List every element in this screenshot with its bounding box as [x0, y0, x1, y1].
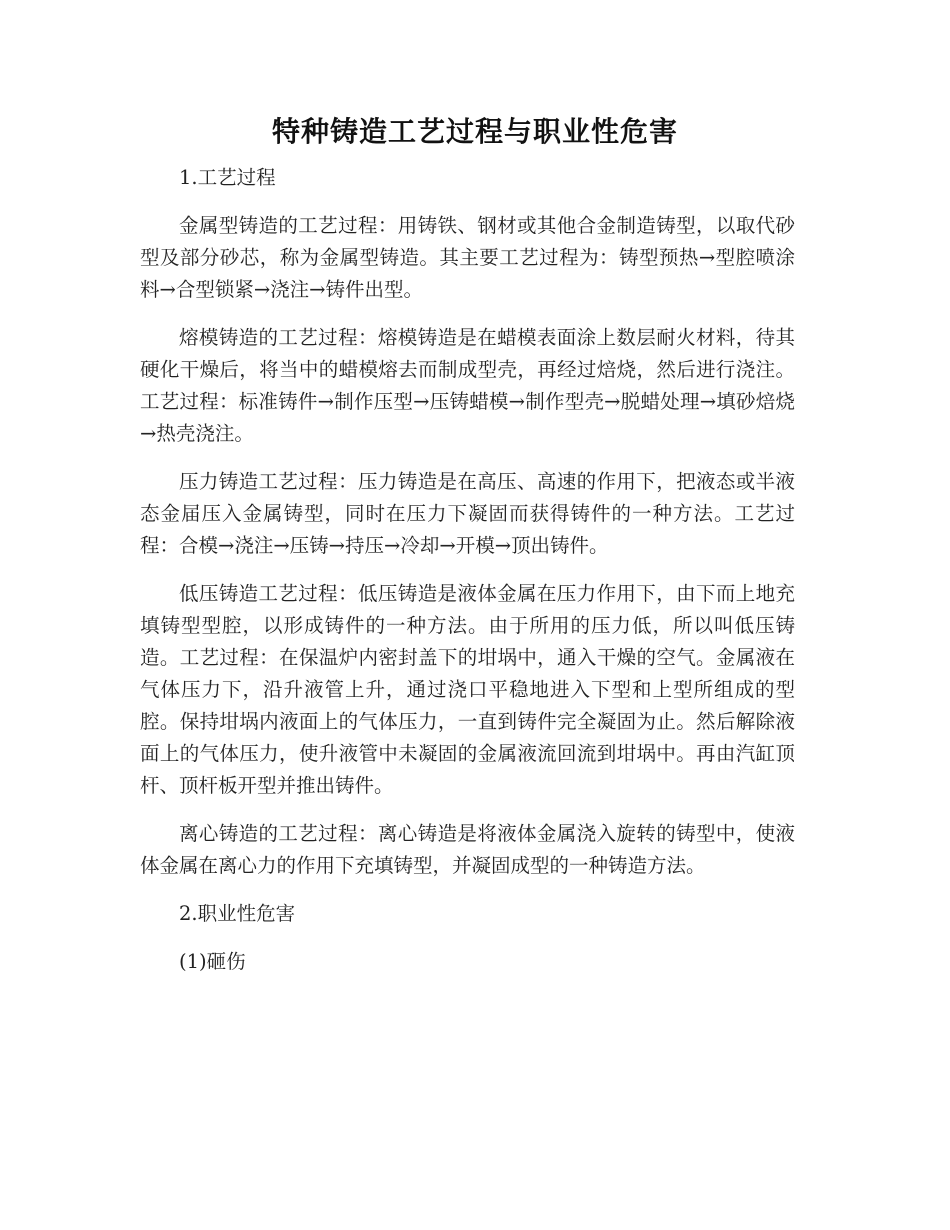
paragraph-die-casting: 压力铸造工艺过程：压力铸造是在高压、高速的作用下，把液态或半液态金届压入金属铸型，同时在压力下凝固而获得铸件的一种方法。工艺过程：合模→浇注→压铸→持压→冷却→开模→顶出铸件。	[140, 470, 795, 557]
paragraph-metal-mold-casting: 金属型铸造的工艺过程：用铸铁、钢材或其他合金制造铸型，以取代砂型及部分砂芯，称为金属型铸造。其主要工艺过程为：铸型预热→型腔喷涂料→合型锁紧→浇注→铸件出型。	[140, 214, 795, 301]
section-heading-process: 1.工艺过程	[179, 166, 276, 189]
paragraph-low-pressure-casting: 低压铸造工艺过程：低压铸造是液体金属在压力作用下，由下而上地充填铸型型腔，以形成铸件的一种方法。由于所用的压力低，所以叫低压铸造。工艺过程：在保温炉内密封盖下的坩埚中，通入干燥的空气。金属液在气体压力下，沿升液管上升，通过浇口平稳地进入下型和上型所组成的型腔。保持坩埚内液面上的气体压力，一直到铸件完全凝固为止。然后解除液面上的气体压力，使升液管中未凝固的金属液流回流到坩埚中。再由汽缸顶杆、顶杆板开型并推出铸件。	[140, 582, 795, 797]
paragraph-centrifugal-casting: 离心铸造的工艺过程：离心铸造是将液体金属浇入旋转的铸型中，使液体金属在离心力的作用下充填铸型，并凝固成型的一种铸造方法。	[140, 822, 795, 877]
subsection-heading-crush-injury: (1)砸伤	[179, 950, 246, 973]
document-body	[140, 162, 795, 994]
document-title: 特种铸造工艺过程与职业性危害	[271, 115, 678, 148]
section-heading-occupational-hazards: 2.职业性危害	[179, 902, 296, 925]
paragraph-investment-casting: 熔模铸造的工艺过程：熔模铸造是在蜡模表面涂上数层耐火材料，待其硬化干燥后，将当中的蜡模熔去而制成型壳，再经过焙烧，然后进行浇注。工艺过程：标准铸件→制作压型→压铸蜡模→制作型壳→脱蜡处理→填砂焙烧→热壳浇注。	[140, 326, 795, 445]
